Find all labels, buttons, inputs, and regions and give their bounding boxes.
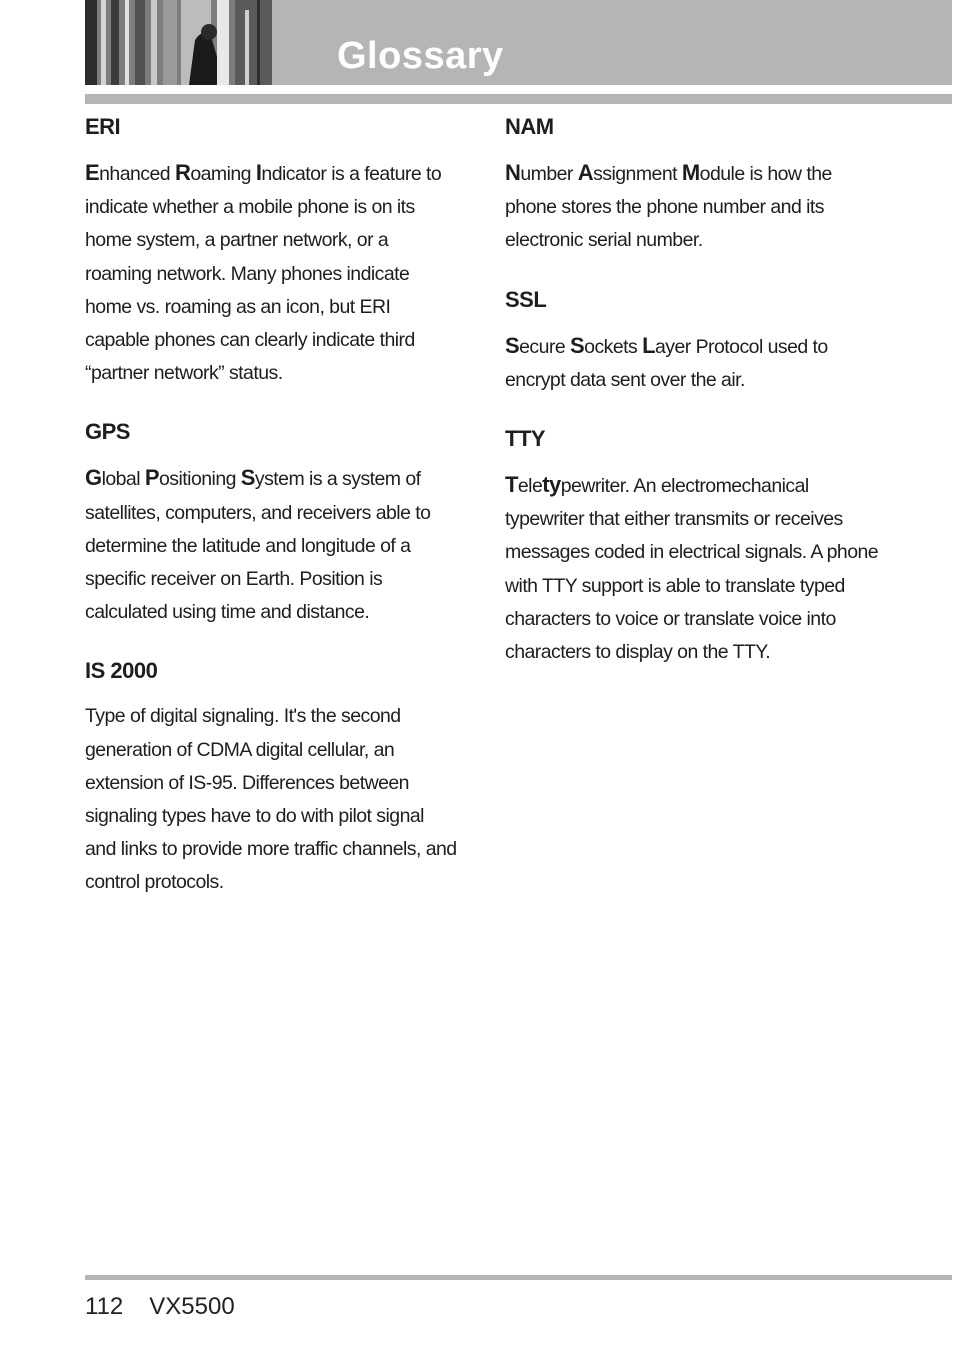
glossary-left-column	[85, 114, 457, 900]
term-heading: SSL	[505, 286, 547, 312]
page-footer	[85, 1293, 261, 1321]
definition-fragment: ssignment	[593, 163, 682, 185]
glossary-entry-eri	[85, 114, 457, 390]
term-definition	[505, 156, 880, 258]
header-band	[272, 0, 952, 85]
term-definition	[505, 329, 880, 397]
term-definition	[85, 461, 457, 629]
header-divider	[85, 94, 952, 104]
definition-fragment: ositioning	[159, 468, 241, 491]
definition-fragment: nhanced	[99, 163, 175, 185]
initial-letter: T	[505, 472, 518, 498]
header-photo	[85, 0, 272, 85]
header-photo-graphic	[85, 0, 272, 85]
initial-letter: M	[681, 160, 700, 185]
initial-letter: R	[174, 160, 191, 185]
model-name: VX5500	[149, 1293, 235, 1320]
footer-divider	[85, 1275, 952, 1280]
initial-letter: E	[85, 160, 100, 185]
initial-letter: A	[577, 160, 594, 185]
term-heading: IS 2000	[85, 658, 158, 684]
definition-fragment: ockets	[584, 335, 643, 358]
definition-fragment: umber	[520, 163, 578, 185]
term-definition: Type of digital signaling. It's the second generation of CDMA digital cellular, an extension of IS-95. Differences between signaling types have to do with pilot signal and links to provide more traffic channels, and control protocols.	[85, 705, 457, 894]
initial-letter: N	[505, 160, 521, 185]
definition-fragment: lobal	[101, 468, 145, 491]
term-definition	[505, 468, 880, 669]
definition-fragment: ecure	[519, 335, 571, 358]
initial-letter: S	[240, 465, 255, 491]
term-heading: TTY	[505, 426, 546, 452]
glossary-entry-gps	[85, 419, 457, 629]
term-heading: ERI	[85, 114, 121, 139]
initial-letter: P	[144, 465, 160, 491]
definition-fragment: ele	[517, 475, 543, 498]
term-definition	[85, 156, 457, 390]
term-heading: GPS	[85, 419, 130, 445]
definition-fragment: ayer Protocol used to encrypt data sent over the air.	[505, 335, 828, 391]
glossary-entry-nam	[505, 114, 880, 258]
initial-letter: ty	[542, 472, 561, 498]
initial-letter: L	[642, 332, 655, 358]
page-number: 112	[85, 1293, 124, 1320]
term-heading: NAM	[505, 114, 554, 139]
glossary-entry-tty	[505, 426, 880, 669]
definition-fragment: pewriter. An electromechanical typewriter that either transmits or receives messages coded in electrical signals. A phone with TTY support is able to translate typed characters to voice or translate voice into characters to display on the TTY.	[505, 475, 879, 664]
definition-fragment: oaming	[190, 163, 256, 185]
definition-fragment: odule is how the phone stores the phone number and its electronic serial number.	[505, 163, 832, 252]
glossary-right-column	[505, 114, 880, 669]
initial-letter: S	[570, 332, 585, 358]
glossary-entry-is2000	[85, 658, 457, 899]
initial-letter: G	[85, 465, 102, 491]
definition-fragment: ndicator is a feature to indicate whether a mobile phone is on its home system, a partner network, or a roaming network. Many phones indicate home vs. roaming as an icon, but ERI capable phones can clearly indicate third “partner network” status.	[85, 163, 442, 385]
glossary-entry-ssl	[505, 287, 880, 397]
initial-letter: I	[255, 160, 262, 185]
definition-fragment: ystem is a system of satellites, computers, and receivers able to determine the latitude and longitude of a specific receiver on Earth. Position is calculated using time and distance.	[85, 468, 431, 624]
initial-letter: S	[505, 332, 520, 358]
page-title: Glossary	[337, 35, 504, 77]
